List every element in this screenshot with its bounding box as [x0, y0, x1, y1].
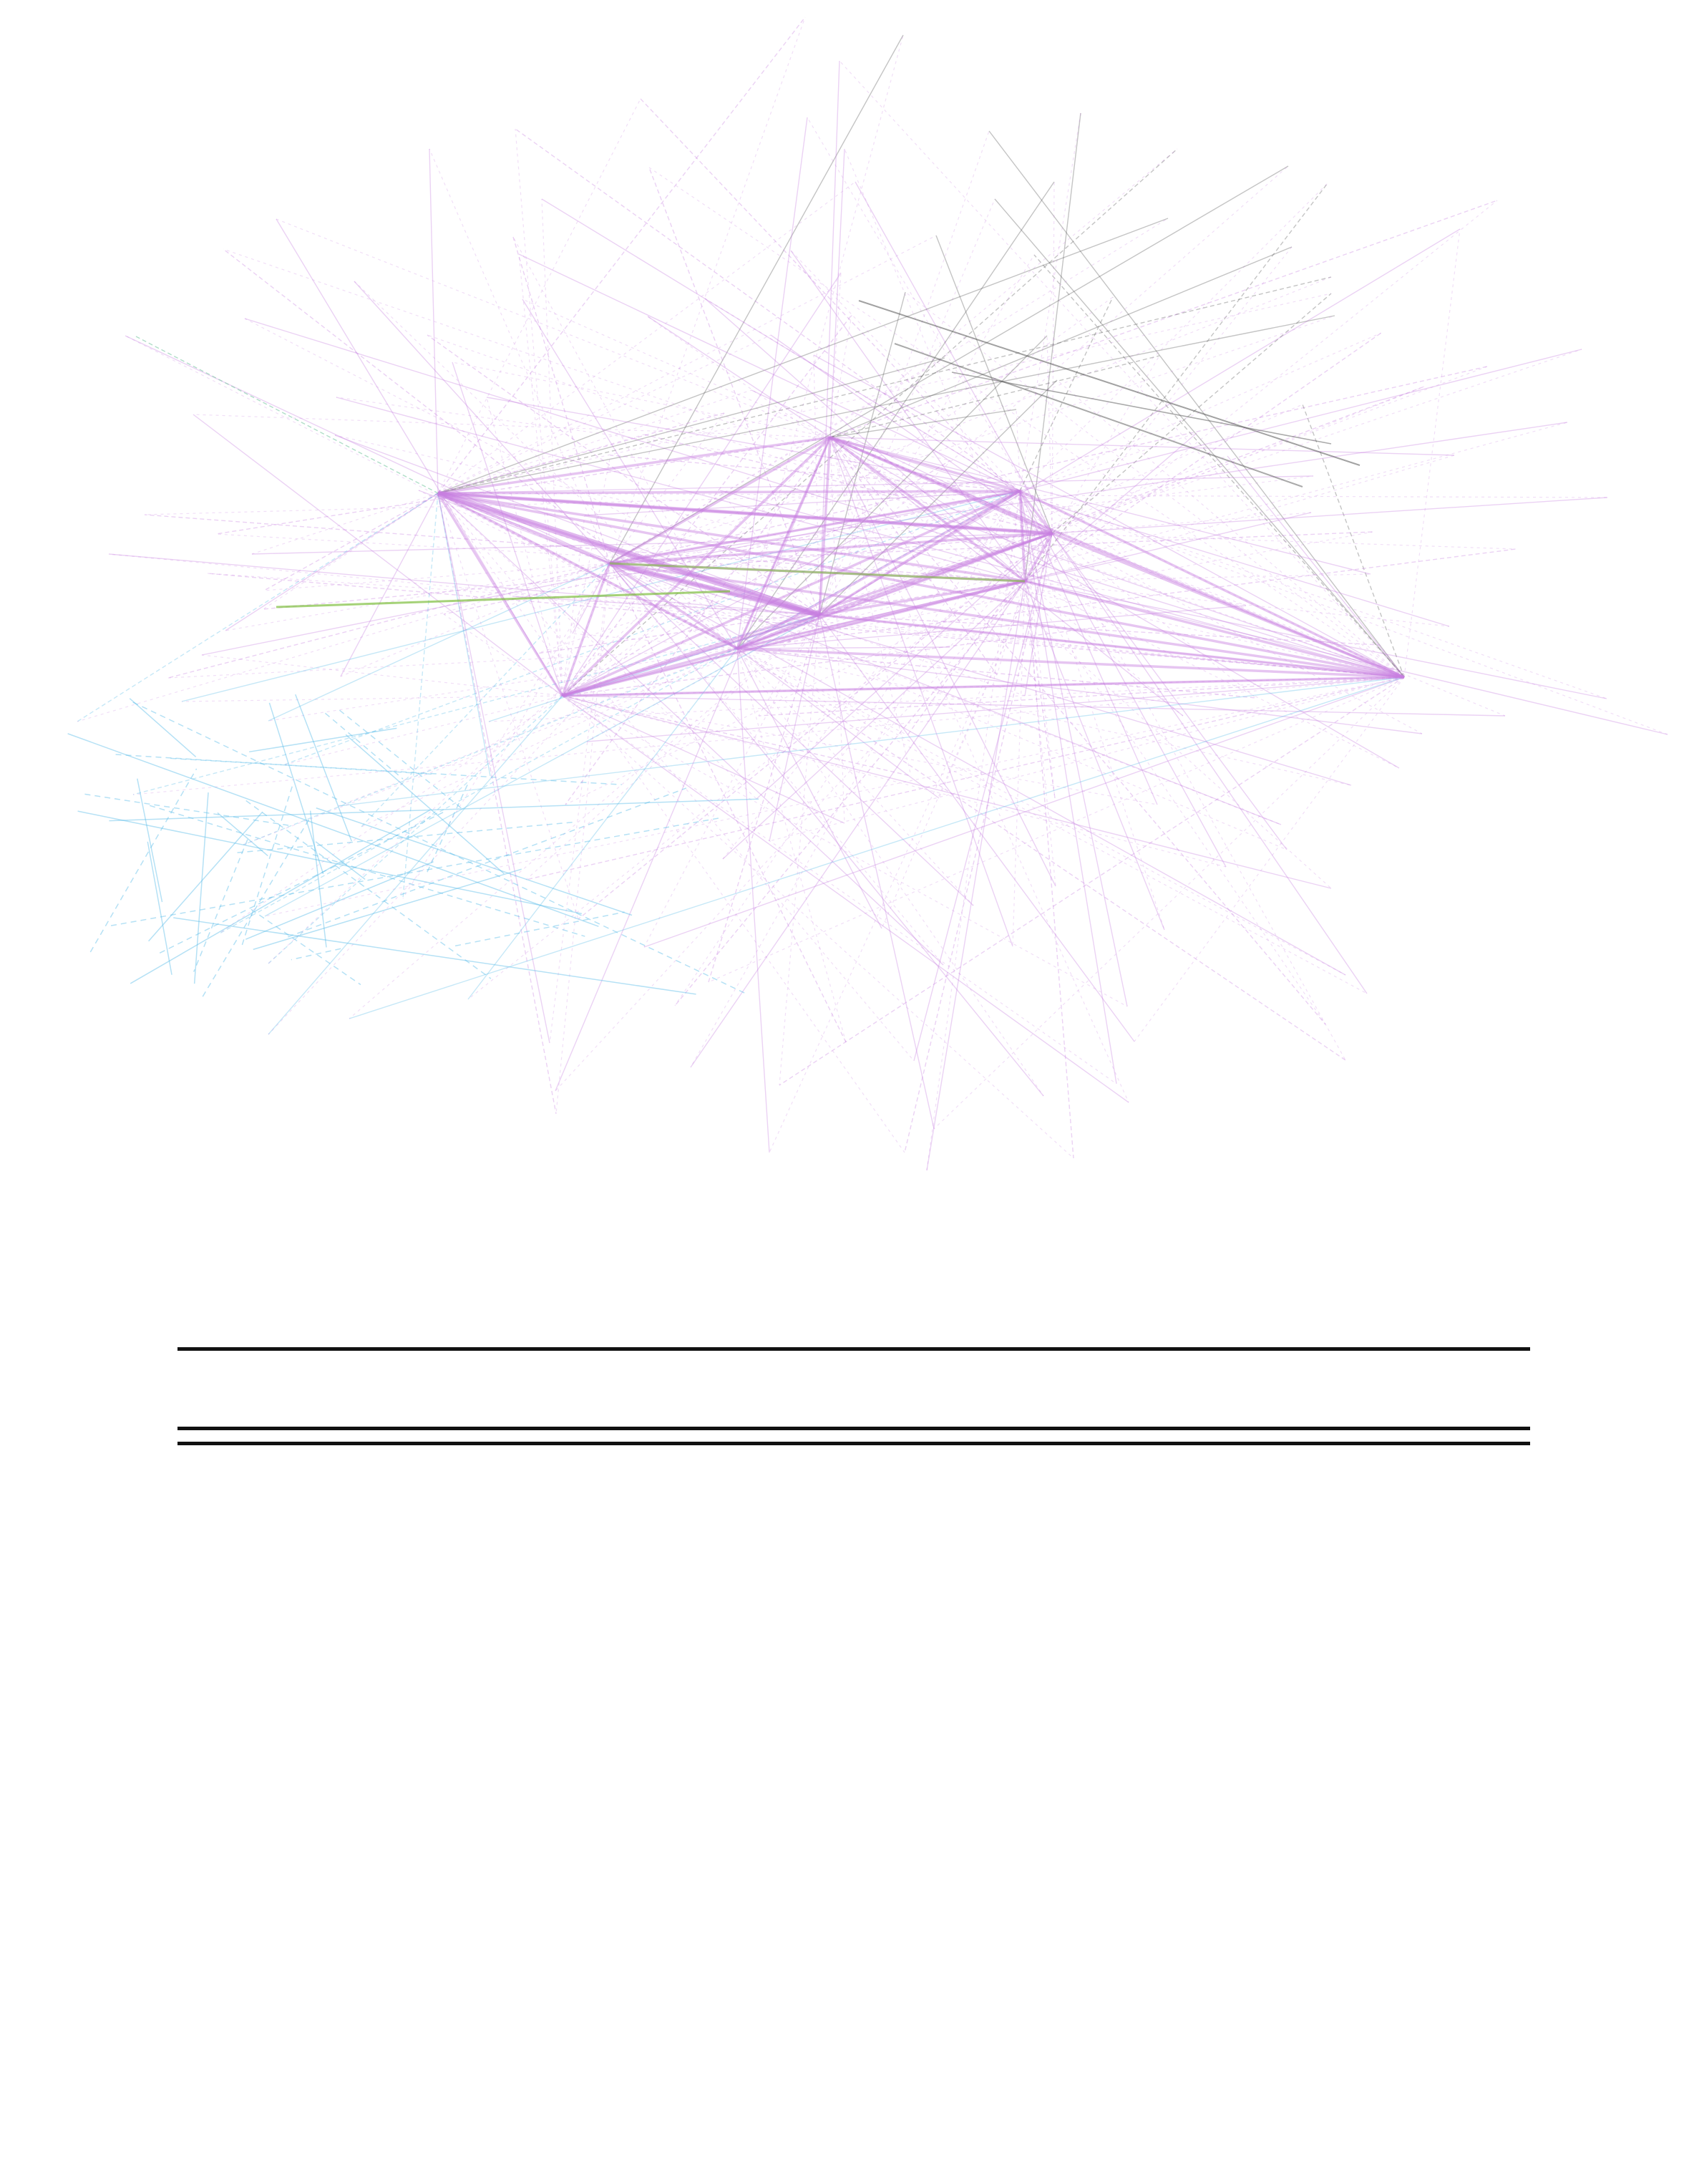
network-edge — [265, 677, 1404, 916]
network-edge — [346, 734, 504, 873]
network-edge — [934, 677, 1404, 1129]
network-edge — [563, 696, 1127, 1006]
network-edge — [563, 696, 1331, 888]
network-edge — [779, 615, 819, 1085]
network-edge — [354, 281, 610, 563]
network-edge — [147, 842, 172, 975]
network-edge — [905, 292, 1404, 677]
network-edge — [325, 713, 403, 779]
network-edge — [610, 17, 805, 563]
network-edge — [771, 335, 1052, 533]
network-edge — [819, 229, 1460, 615]
table-bottom-rule — [177, 1442, 1530, 1445]
network-edge — [283, 696, 563, 765]
network-edge — [563, 696, 1505, 716]
network-edge — [291, 948, 341, 959]
network-edge — [1052, 533, 1367, 994]
network-edge — [1020, 113, 1081, 491]
network-edge — [555, 437, 830, 1091]
network-edge — [641, 99, 1052, 533]
network-edge — [610, 476, 1313, 563]
network-edge — [644, 677, 1404, 947]
hub-edge — [563, 563, 610, 696]
network-edge — [193, 414, 563, 696]
network-edge — [455, 912, 625, 946]
network-edge — [830, 437, 1454, 455]
network-edge — [691, 491, 1020, 1067]
network-edge — [737, 649, 769, 1152]
network-edge — [830, 409, 1016, 437]
network-edge — [1052, 387, 1424, 533]
network-edge — [438, 236, 936, 493]
network-edge — [242, 787, 292, 946]
network-edge — [1404, 229, 1460, 677]
network-edge — [526, 615, 819, 880]
network-edge — [438, 493, 550, 1043]
network-edge — [1052, 498, 1607, 533]
network-edge — [550, 563, 610, 1043]
network-edge — [125, 336, 610, 563]
network-edge — [438, 17, 805, 493]
network-edge — [339, 677, 1404, 806]
network-edge — [438, 358, 945, 493]
network-edge — [830, 149, 844, 437]
network-edge — [515, 129, 1020, 491]
network-edge — [136, 336, 438, 493]
network-edge — [90, 769, 196, 952]
network-edge — [989, 131, 1404, 677]
network-edge — [339, 710, 464, 810]
network-edge — [276, 219, 830, 437]
network-edge — [779, 677, 1404, 1085]
network-edge — [130, 699, 195, 757]
network-edge — [1025, 183, 1328, 581]
network-edge — [737, 166, 1288, 649]
network-edge — [515, 129, 563, 696]
network-edge — [563, 696, 1226, 867]
network-edge — [556, 563, 610, 1114]
network-edge — [1134, 677, 1404, 1042]
network-edge — [1020, 333, 1381, 491]
network-edge — [563, 696, 1116, 1084]
network-edge — [526, 677, 1404, 880]
network-edge — [173, 918, 696, 994]
network-edge — [756, 533, 1052, 799]
network-edge — [644, 615, 819, 947]
network-edge — [610, 35, 903, 563]
network-edge — [133, 702, 748, 994]
network-edge — [429, 149, 438, 493]
network-edge — [109, 554, 819, 615]
network-edge — [830, 149, 1177, 437]
network-edge — [438, 390, 751, 493]
table-header-row — [177, 1351, 1530, 1427]
network-edge — [249, 728, 396, 752]
network-edge — [316, 808, 632, 916]
network-edge — [311, 811, 326, 948]
network-edge — [1020, 491, 1668, 734]
network-edge — [137, 779, 162, 902]
network-edge — [737, 649, 1043, 1096]
hub-edge — [830, 437, 1404, 677]
network-edge — [1052, 533, 1345, 1060]
network-edge — [268, 649, 737, 721]
keyword-table — [177, 1347, 1530, 1445]
network-edge — [202, 655, 563, 696]
network-edge — [830, 200, 1497, 437]
network-edge — [268, 696, 563, 1034]
network-edge — [130, 810, 430, 984]
network-edge — [77, 493, 438, 722]
network-edge — [814, 355, 819, 615]
network-edge — [268, 437, 830, 964]
